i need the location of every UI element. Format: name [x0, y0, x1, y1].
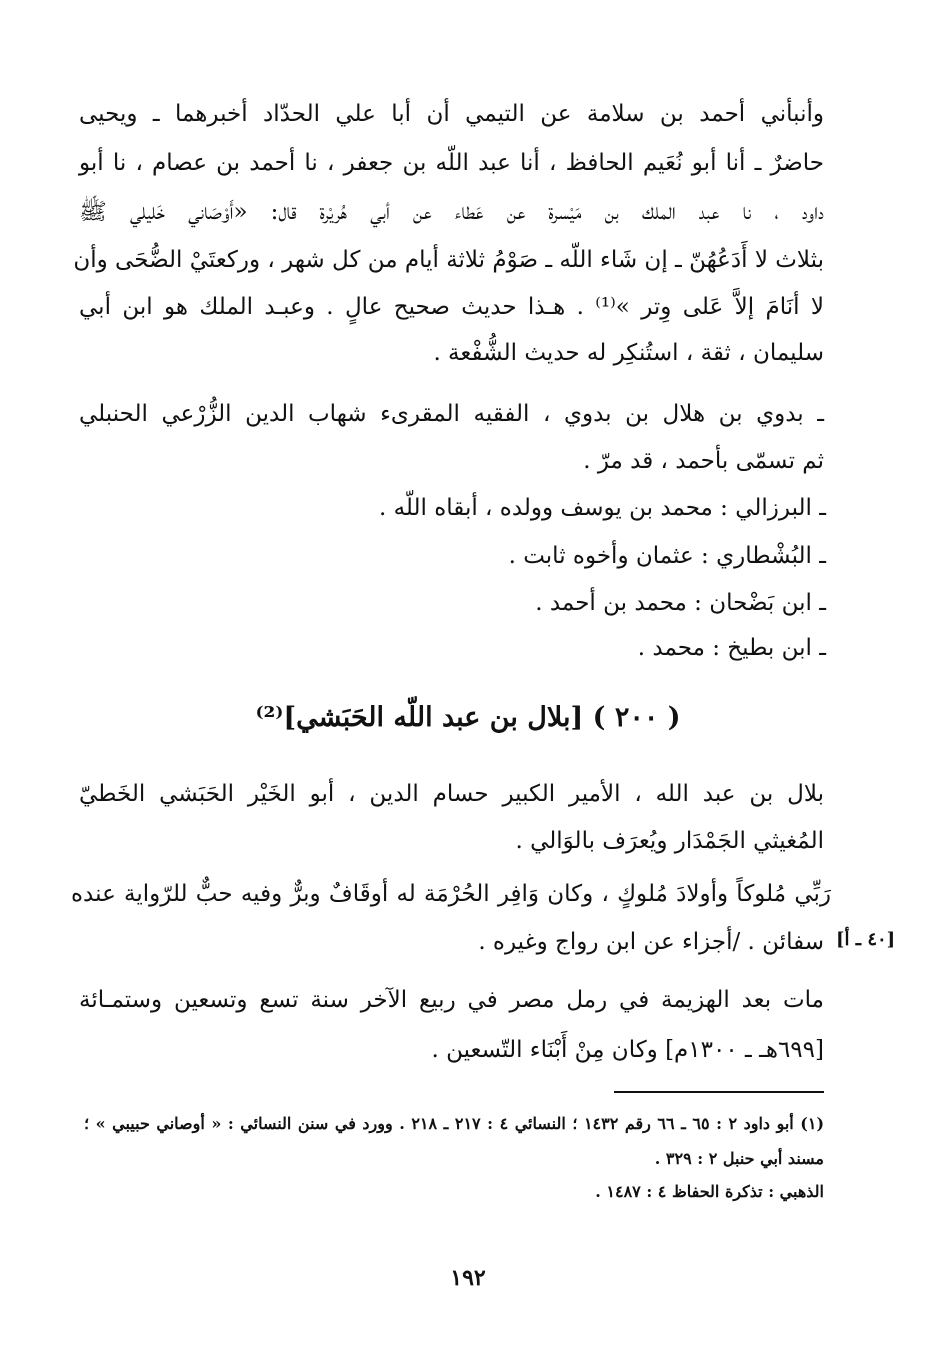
folio-margin-note: [٤٠ ـ أ] — [836, 929, 896, 950]
paragraph4-line-2: سفائن . /أجزاء عن ابن رواج وغيره . — [478, 929, 824, 955]
paragraph3-line-1: بلال بن عبد الله ، الأمير الكبير حسام الدين ، أبو الخَيْر الحَبَشي الخَطيّ — [79, 781, 824, 807]
paragraph1-line-5: لا أنَامَ إلاَّ عَلى وِتر »⁽¹⁾ . هـذا حديث صحيح عالٍ . وعبـد الملك هو ابن أبي — [79, 294, 824, 320]
paragraph5-line-1: مات بعد الهزيمة في رمل مصر في ربيع الآخر سنة تسع وتسعين وستمـائة — [79, 987, 824, 1013]
list-item-4: ـ ابن بطيخ : محمد . — [637, 635, 826, 661]
list-item-3: ـ ابن بَضْحان : محمد بن أحمد . — [535, 590, 826, 616]
footnote-1-line-2: مسند أبي حنبل ٢ : ٣٢٩ . — [654, 1149, 824, 1168]
list-item-1: ـ البرزالي : محمد بن يوسف وولده ، أبقاه اللّه . — [378, 495, 826, 521]
list-item-2: ـ البُشْطاري : عثمان وأخوه ثابت . — [508, 543, 826, 569]
footnote-1-line-1: (١) أبو داود ٢ : ٦٥ ـ ٦٦ رقم ١٤٣٢ ؛ النسائي ٤ : ٢١٧ ـ ٢١٨ . وورد في سنن النسائي : « أوصاني حبيبي » ؛ — [84, 1114, 825, 1133]
page-number: ١٩٢ — [450, 1265, 486, 1291]
paragraph3-line-2: المُغيثي الجَمْدَار ويُعرَف بالوَالي . — [515, 828, 824, 854]
footnote-separator — [614, 1091, 824, 1093]
paragraph5-line-2: [٦٩٩هـ ـ ١٣٠٠م] وكان مِنْ أَبْنَاء التّسعين . — [431, 1037, 824, 1063]
paragraph1-line-2: حاضرٌ ـ أنا أبو نُعَيم الحافظ ، أنا عبد اللّه بن جعفر ، نا أحمد بن عصام ، نا أبو — [79, 150, 824, 176]
paragraph1-line-1: وأنبأني أحمد بن سلامة عن التيمي أن أبا علي الحدّاد أخبرهما ـ ويحيى — [79, 101, 824, 127]
entry-heading: ( ٢٠٠ ) [بلال بن عبد اللّه الحَبَشي]⁽²⁾ — [255, 702, 681, 733]
paragraph2-line-1: ـ بدوي بن هلال بن بدوي ، الفقيه المقرىء شهاب الدين الزُّرْعي الحنبلي — [79, 401, 824, 427]
paragraph1-line-6: سليمان ، ثقة ، استُنكِر له حديث الشُّفْعة . — [433, 340, 824, 366]
paragraph1-line-4: بثلاث لا أَدَعُهُنّ ـ إن شَاء اللّه ـ صَوْمُ ثلاثة أيام من كل شهر ، وركعتَيْ الضُّحَى وأن — [73, 247, 824, 273]
footnote-2: الذهبي : تذكرة الحفاظ ٤ : ١٤٨٧ . — [595, 1182, 824, 1201]
paragraph4-line-1: رَبِّي مُلوكاً وأولادَ مُلوكٍ ، وكان وَافِر الحُرْمَة له أوقَافٌ وبرٌّ وفيه حبٌّ للرّواية عنده — [71, 881, 831, 907]
paragraph2-line-2: ثم تسمّى بأحمد ، قد مرّ . — [583, 448, 824, 474]
paragraph1-line-3: داود ، نا عبد الملك بن مَيْسرة عن عَطاء عن أبي هُريْرة قال: «أَوْصَاني خَليلي ﷺ — [79, 199, 824, 225]
